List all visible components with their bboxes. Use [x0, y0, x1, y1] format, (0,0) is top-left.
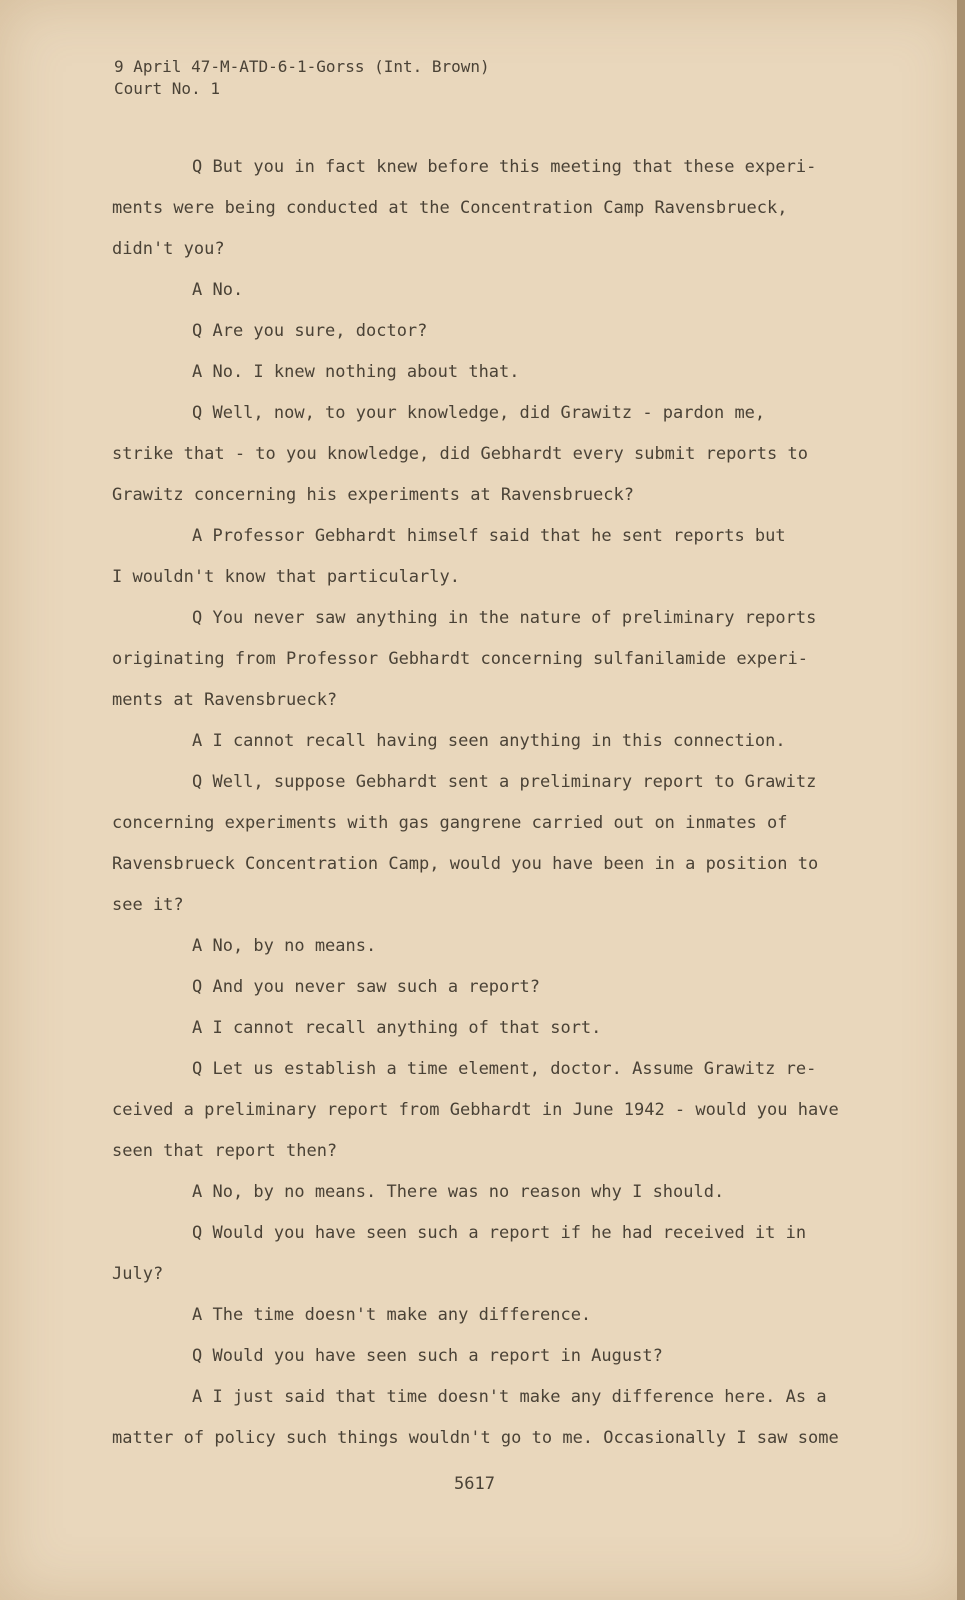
page-edge: [957, 0, 965, 1600]
transcript-line: Ravensbrueck Concentration Camp, would you have been in a position to: [112, 854, 819, 874]
transcript-line: A No, by no means.: [192, 936, 377, 956]
transcript-line: A No.: [192, 280, 244, 300]
document-header: [114, 56, 490, 100]
transcript-line: strike that - to you knowledge, did Gebhardt every submit reports to: [112, 444, 808, 464]
transcript-line: Q You never saw anything in the nature of preliminary reports: [192, 608, 817, 628]
transcript-line: Q Are you sure, doctor?: [192, 321, 428, 341]
transcript-line: ceived a preliminary report from Gebhardt in June 1942 - would you have: [112, 1100, 839, 1120]
transcript-line: Q Would you have seen such a report if he had received it in: [192, 1223, 807, 1243]
transcript-line: originating from Professor Gebhardt concerning sulfanilamide experi-: [112, 649, 808, 669]
transcript-line: concerning experiments with gas gangrene carried out on inmates of: [112, 813, 788, 833]
transcript-line: A I cannot recall having seen anything in this connection.: [192, 731, 786, 751]
transcript-line: A The time doesn't make any difference.: [192, 1305, 592, 1325]
header-date-line: 9 April 47-M-ATD-6-1-Gorss (Int. Brown): [114, 57, 490, 76]
transcript-line: A No, by no means. There was no reason why I should.: [192, 1182, 725, 1202]
transcript-line: July?: [112, 1264, 164, 1284]
transcript-line: Q Well, suppose Gebhardt sent a preliminary report to Grawitz: [192, 772, 817, 792]
transcript-line: didn't you?: [112, 239, 225, 259]
page-number: 5617: [454, 1474, 495, 1494]
transcript-line: I wouldn't know that particularly.: [112, 567, 460, 587]
transcript-line: Grawitz concerning his experiments at Ravensbrueck?: [112, 485, 634, 505]
transcript-line: ments were being conducted at the Concentration Camp Ravensbrueck,: [112, 198, 788, 218]
transcript-line: Q Well, now, to your knowledge, did Grawitz - pardon me,: [192, 403, 766, 423]
transcript-line: ments at Ravensbrueck?: [112, 690, 338, 710]
transcript-line: Q But you in fact knew before this meeting that these experi-: [192, 157, 817, 177]
transcript-line: see it?: [112, 895, 184, 915]
transcript-line: A I just said that time doesn't make any difference here. As a: [192, 1387, 827, 1407]
transcript-line: A I cannot recall anything of that sort.: [192, 1018, 602, 1038]
transcript-line: Q Let us establish a time element, doctor. Assume Grawitz re-: [192, 1059, 817, 1079]
transcript-line: Q And you never saw such a report?: [192, 977, 540, 997]
header-court-line: Court No. 1: [114, 79, 220, 98]
transcript-line: seen that report then?: [112, 1141, 338, 1161]
transcript-line: A Professor Gebhardt himself said that he sent reports but: [192, 526, 786, 546]
transcript-line: matter of policy such things wouldn't go to me. Occasionally I saw some: [112, 1428, 839, 1448]
transcript-line: A No. I knew nothing about that.: [192, 362, 520, 382]
transcript-line: Q Would you have seen such a report in August?: [192, 1346, 663, 1366]
